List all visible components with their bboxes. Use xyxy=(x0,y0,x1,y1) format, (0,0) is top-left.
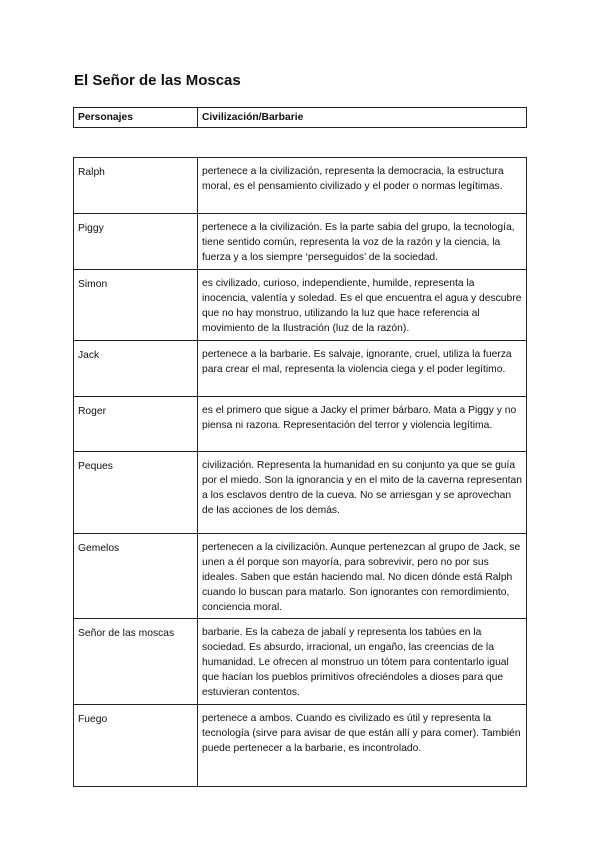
character-name: Peques xyxy=(74,452,198,534)
table-row xyxy=(74,341,527,397)
table-row xyxy=(74,397,527,452)
character-name: Fuego xyxy=(74,705,198,787)
character-description: es el primero que sigue a Jacky el primer bárbaro. Mata a Piggy y no piensa ni razona. Representación del terror y violencia legítima. xyxy=(198,397,527,452)
header-row xyxy=(74,108,527,128)
character-description: pertenece a la civilización, representa la democracia, la estructura moral, es el pensamiento civilizado y el poder o normas legítimas. xyxy=(198,158,527,214)
character-name: Roger xyxy=(74,397,198,452)
header-civilizacion-barbarie: Civilización/Barbarie xyxy=(198,108,527,128)
table-row xyxy=(74,452,527,534)
table-row xyxy=(74,619,527,705)
character-description: barbarie. Es la cabeza de jabalí y representa los tabúes en la sociedad. Es absurdo, irracional, un engaño, las creencias de la humanidad. Le ofrecen al monstruo un tótem para contentarlo igual que hacían los pueblos primitivos ofreciéndoles a dioses para que estuvieran contentos. xyxy=(198,619,527,705)
table-row xyxy=(74,534,527,619)
character-description: es civilizado, curioso, independiente, humilde, representa la inocencia, valentía y soledad. Es el que encuentra el agua y descubre que no hay monstruo, utilizando la luz que hace referencia al movimiento de la Ilustración (luz de la razón). xyxy=(198,270,527,341)
character-name: Piggy xyxy=(74,214,198,270)
table-row xyxy=(74,705,527,787)
character-description: pertenece a la civilización. Es la parte sabia del grupo, la tecnología, tiene sentido común, representa la voz de la razón y la ciencia, la fuerza y a los siempre ‘perseguidos’ de la sociedad. xyxy=(198,214,527,270)
character-name: Jack xyxy=(74,341,198,397)
header-table xyxy=(73,107,527,128)
document-title: El Señor de las Moscas xyxy=(74,72,241,89)
character-description: pertenecen a la civilización. Aunque pertenezcan al grupo de Jack, se unen a él porque son mayoría, para sobrevivir, pero no por sus ideales. Saben que están haciendo mal. No dicen dónde está Ralph cuando lo buscan para matarlo. Son ignorantes con remordimiento, conciencia moral. xyxy=(198,534,527,619)
table-row xyxy=(74,214,527,270)
character-description: civilización. Representa la humanidad en su conjunto ya que se guía por el miedo. Son la ignorancia y en el mito de la caverna representan a los esclavos dentro de la cueva. No se arriesgan y se aprovechan de las acciones de los demás. xyxy=(198,452,527,534)
characters-table xyxy=(73,157,527,787)
character-name: Simon xyxy=(74,270,198,341)
character-name: Señor de las moscas xyxy=(74,619,198,705)
character-description: pertenece a la barbarie. Es salvaje, ignorante, cruel, utiliza la fuerza para crear el mal, representa la violencia ciega y el poder legítimo. xyxy=(198,341,527,397)
header-personajes: Personajes xyxy=(74,108,198,128)
table-row xyxy=(74,270,527,341)
character-name: Ralph xyxy=(74,158,198,214)
character-description: pertenece a ambos. Cuando es civilizado es útil y representa la tecnología (sirve para avisar de que están allí y para comer). También puede pertenecer a la barbarie, es incontrolado. xyxy=(198,705,527,787)
character-name: Gemelos xyxy=(74,534,198,619)
table-row xyxy=(74,158,527,214)
